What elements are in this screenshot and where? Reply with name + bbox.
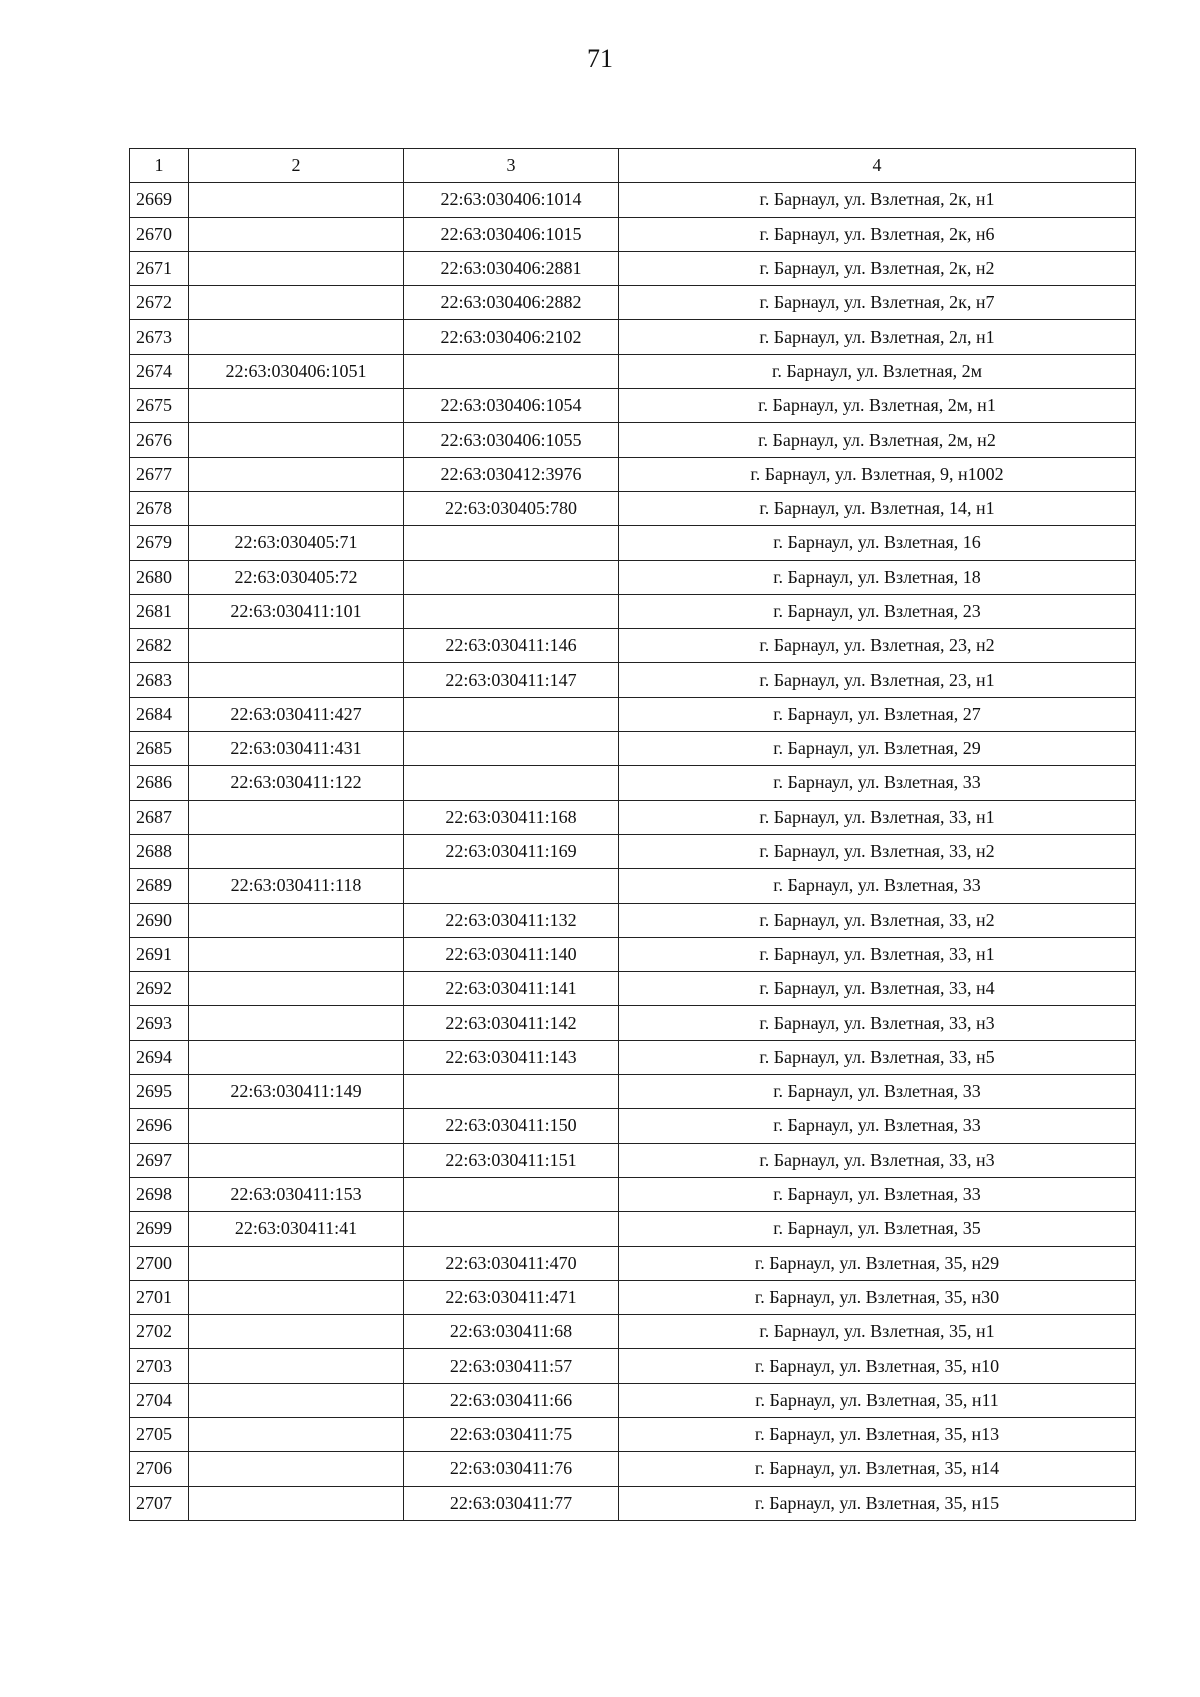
address-cell: г. Барнаул, ул. Взлетная, 33 xyxy=(619,766,1136,800)
row-number-cell: 2693 xyxy=(130,1006,189,1040)
cadastral-number-col3-cell xyxy=(404,560,619,594)
row-number-cell: 2683 xyxy=(130,663,189,697)
table-row xyxy=(130,457,1136,491)
cadastral-number-col3-cell: 22:63:030411:132 xyxy=(404,903,619,937)
table-row xyxy=(130,732,1136,766)
cadastral-number-col2-cell: 22:63:030411:153 xyxy=(189,1177,404,1211)
row-number-cell: 2679 xyxy=(130,526,189,560)
column-header-3: 3 xyxy=(404,149,619,183)
address-cell: г. Барнаул, ул. Взлетная, 2к, н6 xyxy=(619,217,1136,251)
registry-table xyxy=(129,148,1136,1521)
cadastral-number-col3-cell xyxy=(404,732,619,766)
row-number-cell: 2694 xyxy=(130,1040,189,1074)
cadastral-number-col2-cell xyxy=(189,1315,404,1349)
row-number-cell: 2702 xyxy=(130,1315,189,1349)
table-row xyxy=(130,800,1136,834)
cadastral-number-col3-cell xyxy=(404,697,619,731)
cadastral-number-col2-cell: 22:63:030405:71 xyxy=(189,526,404,560)
address-cell: г. Барнаул, ул. Взлетная, 18 xyxy=(619,560,1136,594)
table-row xyxy=(130,1383,1136,1417)
cadastral-number-col3-cell xyxy=(404,1212,619,1246)
row-number-cell: 2691 xyxy=(130,937,189,971)
cadastral-number-col2-cell xyxy=(189,937,404,971)
row-number-cell: 2700 xyxy=(130,1246,189,1280)
table-row xyxy=(130,1246,1136,1280)
row-number-cell: 2692 xyxy=(130,972,189,1006)
address-cell: г. Барнаул, ул. Взлетная, 35, н15 xyxy=(619,1486,1136,1520)
row-number-cell: 2676 xyxy=(130,423,189,457)
cadastral-number-col3-cell: 22:63:030412:3976 xyxy=(404,457,619,491)
cadastral-number-col3-cell xyxy=(404,1177,619,1211)
cadastral-number-col3-cell: 22:63:030411:147 xyxy=(404,663,619,697)
row-number-cell: 2689 xyxy=(130,869,189,903)
table-row xyxy=(130,1349,1136,1383)
table-row xyxy=(130,972,1136,1006)
table-row xyxy=(130,1177,1136,1211)
cadastral-number-col2-cell xyxy=(189,217,404,251)
cadastral-number-col3-cell: 22:63:030406:2882 xyxy=(404,286,619,320)
cadastral-number-col2-cell xyxy=(189,457,404,491)
cadastral-number-col2-cell xyxy=(189,1143,404,1177)
table-row xyxy=(130,286,1136,320)
cadastral-number-col2-cell xyxy=(189,629,404,663)
address-cell: г. Барнаул, ул. Взлетная, 29 xyxy=(619,732,1136,766)
table-body xyxy=(130,183,1136,1521)
table-row xyxy=(130,937,1136,971)
cadastral-number-col3-cell: 22:63:030406:2881 xyxy=(404,251,619,285)
cadastral-number-col2-cell xyxy=(189,183,404,217)
address-cell: г. Барнаул, ул. Взлетная, 35, н30 xyxy=(619,1280,1136,1314)
row-number-cell: 2695 xyxy=(130,1075,189,1109)
address-cell: г. Барнаул, ул. Взлетная, 27 xyxy=(619,697,1136,731)
row-number-cell: 2704 xyxy=(130,1383,189,1417)
cadastral-number-col3-cell: 22:63:030406:1015 xyxy=(404,217,619,251)
cadastral-number-col3-cell: 22:63:030411:151 xyxy=(404,1143,619,1177)
cadastral-number-col2-cell xyxy=(189,1349,404,1383)
table-row xyxy=(130,1280,1136,1314)
cadastral-number-col3-cell: 22:63:030406:1054 xyxy=(404,389,619,423)
cadastral-number-col2-cell xyxy=(189,1452,404,1486)
cadastral-number-col2-cell: 22:63:030411:118 xyxy=(189,869,404,903)
table-row xyxy=(130,1040,1136,1074)
cadastral-number-col3-cell: 22:63:030411:471 xyxy=(404,1280,619,1314)
cadastral-number-col2-cell xyxy=(189,389,404,423)
address-cell: г. Барнаул, ул. Взлетная, 2м, н1 xyxy=(619,389,1136,423)
row-number-cell: 2690 xyxy=(130,903,189,937)
address-cell: г. Барнаул, ул. Взлетная, 33, н4 xyxy=(619,972,1136,1006)
cadastral-number-col3-cell: 22:63:030406:1014 xyxy=(404,183,619,217)
address-cell: г. Барнаул, ул. Взлетная, 23, н2 xyxy=(619,629,1136,663)
row-number-cell: 2697 xyxy=(130,1143,189,1177)
cadastral-number-col2-cell: 22:63:030411:41 xyxy=(189,1212,404,1246)
row-number-cell: 2677 xyxy=(130,457,189,491)
table-row xyxy=(130,1143,1136,1177)
cadastral-number-col2-cell xyxy=(189,972,404,1006)
table-row xyxy=(130,1315,1136,1349)
cadastral-number-col3-cell: 22:63:030411:140 xyxy=(404,937,619,971)
cadastral-number-col2-cell xyxy=(189,251,404,285)
cadastral-number-col3-cell: 22:63:030411:68 xyxy=(404,1315,619,1349)
cadastral-number-col3-cell: 22:63:030411:470 xyxy=(404,1246,619,1280)
row-number-cell: 2669 xyxy=(130,183,189,217)
cadastral-number-col3-cell: 22:63:030411:141 xyxy=(404,972,619,1006)
cadastral-number-col3-cell: 22:63:030411:77 xyxy=(404,1486,619,1520)
table-row xyxy=(130,423,1136,457)
cadastral-number-col2-cell xyxy=(189,1280,404,1314)
address-cell: г. Барнаул, ул. Взлетная, 35, н29 xyxy=(619,1246,1136,1280)
address-cell: г. Барнаул, ул. Взлетная, 33, н3 xyxy=(619,1006,1136,1040)
address-cell: г. Барнаул, ул. Взлетная, 14, н1 xyxy=(619,491,1136,525)
row-number-cell: 2678 xyxy=(130,491,189,525)
address-cell: г. Барнаул, ул. Взлетная, 2к, н7 xyxy=(619,286,1136,320)
table-row xyxy=(130,491,1136,525)
cadastral-number-col2-cell: 22:63:030411:122 xyxy=(189,766,404,800)
address-cell: г. Барнаул, ул. Взлетная, 33 xyxy=(619,869,1136,903)
cadastral-number-col2-cell xyxy=(189,1109,404,1143)
row-number-cell: 2705 xyxy=(130,1417,189,1451)
address-cell: г. Барнаул, ул. Взлетная, 2м xyxy=(619,354,1136,388)
address-cell: г. Барнаул, ул. Взлетная, 35, н11 xyxy=(619,1383,1136,1417)
cadastral-number-col2-cell xyxy=(189,1417,404,1451)
row-number-cell: 2703 xyxy=(130,1349,189,1383)
cadastral-number-col2-cell xyxy=(189,1040,404,1074)
cadastral-number-col3-cell xyxy=(404,766,619,800)
table-row xyxy=(130,560,1136,594)
address-cell: г. Барнаул, ул. Взлетная, 35 xyxy=(619,1212,1136,1246)
cadastral-number-col3-cell: 22:63:030411:76 xyxy=(404,1452,619,1486)
column-header-4: 4 xyxy=(619,149,1136,183)
column-header-1: 1 xyxy=(130,149,189,183)
row-number-cell: 2675 xyxy=(130,389,189,423)
address-cell: г. Барнаул, ул. Взлетная, 35, н14 xyxy=(619,1452,1136,1486)
table-row xyxy=(130,697,1136,731)
address-cell: г. Барнаул, ул. Взлетная, 35, н10 xyxy=(619,1349,1136,1383)
address-cell: г. Барнаул, ул. Взлетная, 35, н13 xyxy=(619,1417,1136,1451)
address-cell: г. Барнаул, ул. Взлетная, 23 xyxy=(619,594,1136,628)
table-row xyxy=(130,1452,1136,1486)
row-number-cell: 2673 xyxy=(130,320,189,354)
row-number-cell: 2681 xyxy=(130,594,189,628)
cadastral-number-col3-cell: 22:63:030406:2102 xyxy=(404,320,619,354)
cadastral-number-col3-cell: 22:63:030411:66 xyxy=(404,1383,619,1417)
cadastral-number-col3-cell: 22:63:030411:146 xyxy=(404,629,619,663)
table-row xyxy=(130,1109,1136,1143)
table-row xyxy=(130,251,1136,285)
table-row xyxy=(130,1075,1136,1109)
cadastral-number-col3-cell xyxy=(404,1075,619,1109)
cadastral-number-col3-cell: 22:63:030411:143 xyxy=(404,1040,619,1074)
cadastral-number-col3-cell: 22:63:030411:168 xyxy=(404,800,619,834)
row-number-cell: 2706 xyxy=(130,1452,189,1486)
cadastral-number-col3-cell: 22:63:030406:1055 xyxy=(404,423,619,457)
address-cell: г. Барнаул, ул. Взлетная, 2к, н1 xyxy=(619,183,1136,217)
address-cell: г. Барнаул, ул. Взлетная, 33 xyxy=(619,1109,1136,1143)
row-number-cell: 2671 xyxy=(130,251,189,285)
cadastral-number-col3-cell: 22:63:030411:142 xyxy=(404,1006,619,1040)
cadastral-number-col2-cell: 22:63:030406:1051 xyxy=(189,354,404,388)
column-header-2: 2 xyxy=(189,149,404,183)
cadastral-number-col2-cell xyxy=(189,800,404,834)
table-row xyxy=(130,389,1136,423)
address-cell: г. Барнаул, ул. Взлетная, 23, н1 xyxy=(619,663,1136,697)
cadastral-number-col2-cell: 22:63:030411:101 xyxy=(189,594,404,628)
cadastral-number-col3-cell xyxy=(404,594,619,628)
cadastral-number-col2-cell xyxy=(189,1486,404,1520)
row-number-cell: 2696 xyxy=(130,1109,189,1143)
address-cell: г. Барнаул, ул. Взлетная, 9, н1002 xyxy=(619,457,1136,491)
cadastral-number-col3-cell xyxy=(404,526,619,560)
address-cell: г. Барнаул, ул. Взлетная, 2л, н1 xyxy=(619,320,1136,354)
address-cell: г. Барнаул, ул. Взлетная, 33, н2 xyxy=(619,903,1136,937)
address-cell: г. Барнаул, ул. Взлетная, 16 xyxy=(619,526,1136,560)
address-cell: г. Барнаул, ул. Взлетная, 33 xyxy=(619,1177,1136,1211)
cadastral-number-col3-cell: 22:63:030411:169 xyxy=(404,834,619,868)
table-row xyxy=(130,217,1136,251)
address-cell: г. Барнаул, ул. Взлетная, 2м, н2 xyxy=(619,423,1136,457)
table-row xyxy=(130,594,1136,628)
table-row xyxy=(130,1212,1136,1246)
table-row xyxy=(130,903,1136,937)
table-row xyxy=(130,1417,1136,1451)
table-row xyxy=(130,320,1136,354)
cadastral-number-col2-cell: 22:63:030411:431 xyxy=(189,732,404,766)
cadastral-number-col2-cell xyxy=(189,1006,404,1040)
header-row xyxy=(130,149,1136,183)
row-number-cell: 2707 xyxy=(130,1486,189,1520)
row-number-cell: 2685 xyxy=(130,732,189,766)
row-number-cell: 2684 xyxy=(130,697,189,731)
cadastral-number-col2-cell xyxy=(189,286,404,320)
address-cell: г. Барнаул, ул. Взлетная, 33 xyxy=(619,1075,1136,1109)
table-row xyxy=(130,1006,1136,1040)
cadastral-number-col2-cell xyxy=(189,663,404,697)
address-cell: г. Барнаул, ул. Взлетная, 2к, н2 xyxy=(619,251,1136,285)
table-row xyxy=(130,766,1136,800)
cadastral-number-col3-cell: 22:63:030411:150 xyxy=(404,1109,619,1143)
cadastral-number-col3-cell: 22:63:030405:780 xyxy=(404,491,619,525)
table-row xyxy=(130,354,1136,388)
cadastral-number-col2-cell xyxy=(189,320,404,354)
cadastral-number-col3-cell: 22:63:030411:57 xyxy=(404,1349,619,1383)
table-header xyxy=(130,149,1136,183)
row-number-cell: 2674 xyxy=(130,354,189,388)
address-cell: г. Барнаул, ул. Взлетная, 35, н1 xyxy=(619,1315,1136,1349)
row-number-cell: 2686 xyxy=(130,766,189,800)
row-number-cell: 2698 xyxy=(130,1177,189,1211)
row-number-cell: 2688 xyxy=(130,834,189,868)
cadastral-number-col2-cell xyxy=(189,1246,404,1280)
cadastral-number-col3-cell xyxy=(404,354,619,388)
table-row xyxy=(130,869,1136,903)
address-cell: г. Барнаул, ул. Взлетная, 33, н3 xyxy=(619,1143,1136,1177)
table-row xyxy=(130,183,1136,217)
address-cell: г. Барнаул, ул. Взлетная, 33, н2 xyxy=(619,834,1136,868)
table-row xyxy=(130,629,1136,663)
cadastral-number-col3-cell xyxy=(404,869,619,903)
row-number-cell: 2701 xyxy=(130,1280,189,1314)
cadastral-number-col2-cell xyxy=(189,423,404,457)
table-row xyxy=(130,526,1136,560)
address-cell: г. Барнаул, ул. Взлетная, 33, н5 xyxy=(619,1040,1136,1074)
address-cell: г. Барнаул, ул. Взлетная, 33, н1 xyxy=(619,937,1136,971)
row-number-cell: 2680 xyxy=(130,560,189,594)
cadastral-number-col3-cell: 22:63:030411:75 xyxy=(404,1417,619,1451)
cadastral-number-col2-cell xyxy=(189,903,404,937)
cadastral-number-col2-cell: 22:63:030411:149 xyxy=(189,1075,404,1109)
table-row xyxy=(130,663,1136,697)
table-row xyxy=(130,834,1136,868)
table-row xyxy=(130,1486,1136,1520)
row-number-cell: 2672 xyxy=(130,286,189,320)
cadastral-number-col2-cell xyxy=(189,491,404,525)
cadastral-number-col2-cell xyxy=(189,834,404,868)
cadastral-number-col2-cell: 22:63:030405:72 xyxy=(189,560,404,594)
row-number-cell: 2682 xyxy=(130,629,189,663)
cadastral-number-col2-cell: 22:63:030411:427 xyxy=(189,697,404,731)
cadastral-number-col2-cell xyxy=(189,1383,404,1417)
page-number: 71 xyxy=(587,44,613,73)
row-number-cell: 2687 xyxy=(130,800,189,834)
row-number-cell: 2670 xyxy=(130,217,189,251)
address-cell: г. Барнаул, ул. Взлетная, 33, н1 xyxy=(619,800,1136,834)
row-number-cell: 2699 xyxy=(130,1212,189,1246)
